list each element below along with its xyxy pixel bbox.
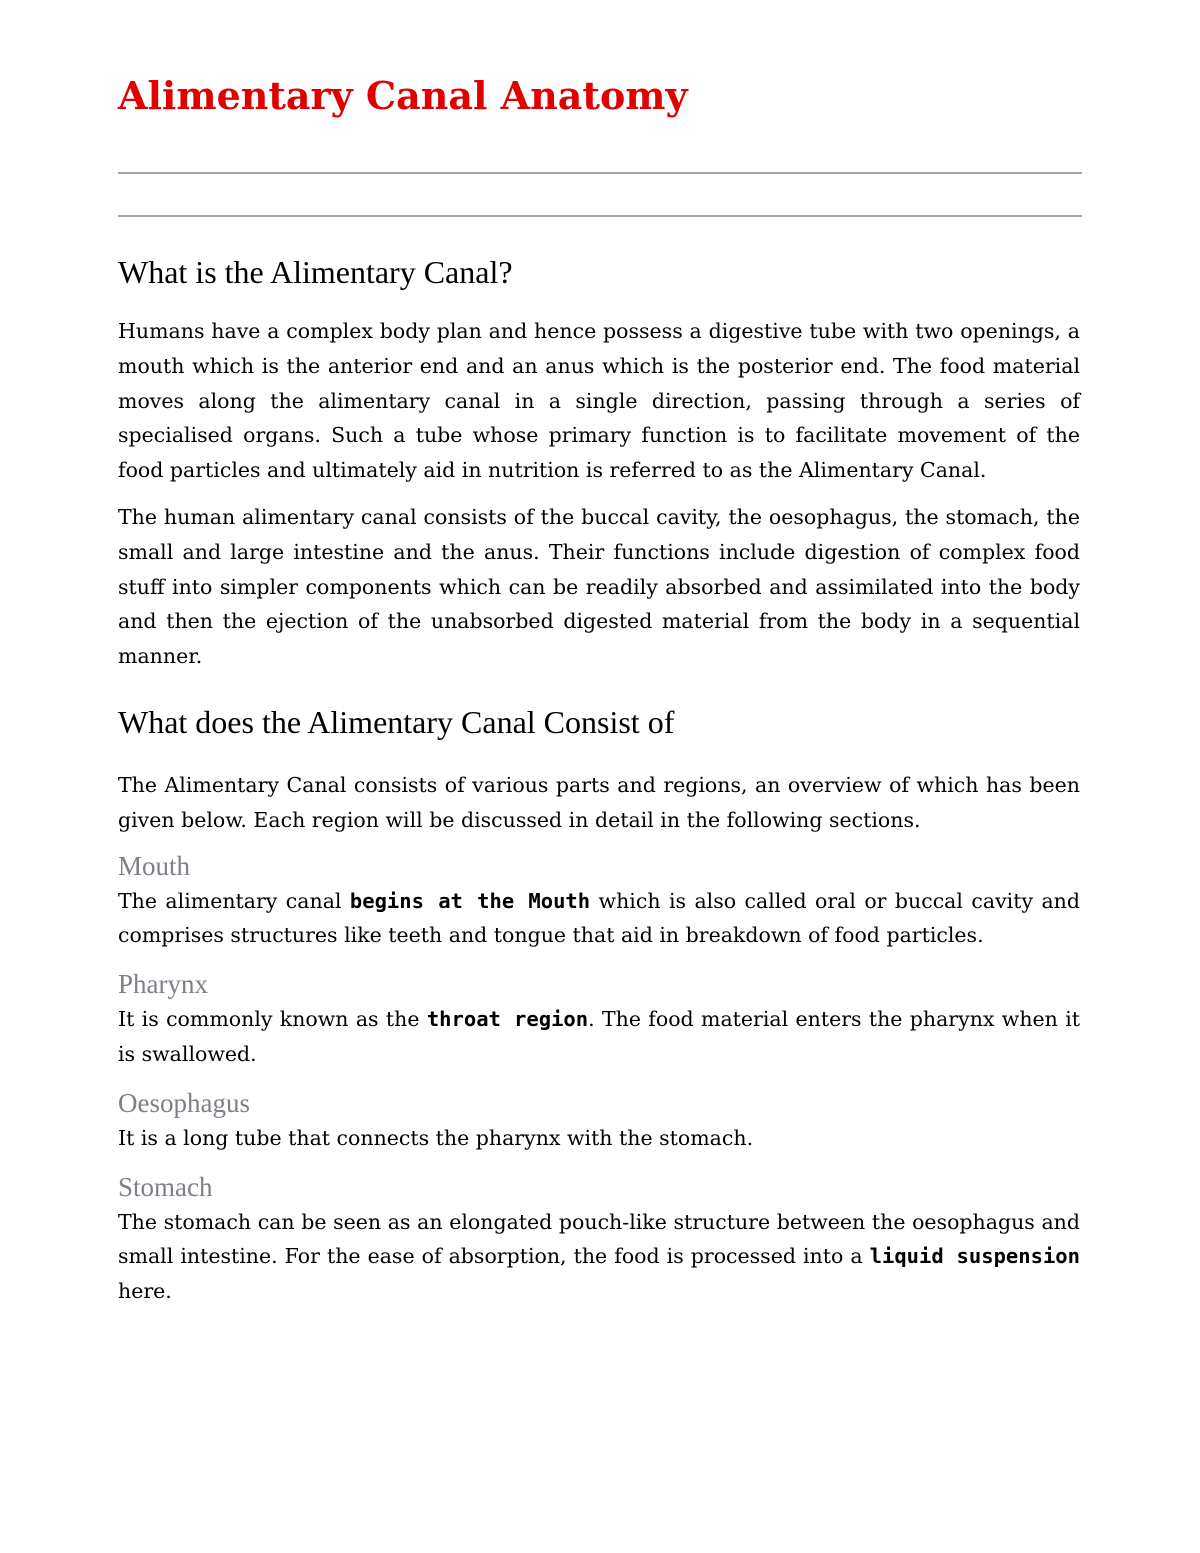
paragraph: The Alimentary Canal consists of various parts and regions, an overview of which has been given below. Each region will be discussed in detail in the following sections. xyxy=(118,772,1080,832)
subheading-pharynx: Pharynx xyxy=(118,969,208,1000)
section-heading: What is the Alimentary Canal? xyxy=(118,254,513,290)
paragraph: Humans have a complex body plan and hence possess a digestive tube with two openings, a mouth which is the anterior end and an anus which is the posterior end. The food material moves along the alimentary canal in a single direction, passing through a series of specialised organs. Such a tube whose primary function is to facilitate movement of the food particles and ultimately aid in nutrition is referred to as the Alimentary Canal. xyxy=(118,319,1080,483)
text-span: The stomach can be seen as an elongated pouch-like structure between the oesophagus and small intestine. For the ease of absorption, the food is processed into a xyxy=(118,1209,1080,1269)
text-span: The alimentary canal xyxy=(118,888,350,913)
bold-text: begins at the Mouth xyxy=(349,888,591,913)
paragraph-oesophagus: It is a long tube that connects the pharynx with the stomach. xyxy=(118,1125,754,1150)
document-body xyxy=(118,252,1080,1322)
section-heading: What does the Alimentary Canal Consist of xyxy=(118,703,675,740)
text-span: It is commonly known as the xyxy=(118,1007,427,1032)
subheading-mouth: Mouth xyxy=(118,850,191,881)
text-span: which is also called oral or buccal cavity and comprises structures like teeth and tongue that aid in breakdown of food particles. xyxy=(118,888,1081,948)
horizontal-rule xyxy=(118,172,1082,174)
text-span: . The food material enters the pharynx when it is swallowed. xyxy=(118,1007,1080,1066)
page-title: Alimentary Canal Anatomy xyxy=(118,73,688,118)
subheading-oesophagus: Oesophagus xyxy=(118,1087,250,1118)
bold-text: throat region xyxy=(426,1007,589,1032)
paragraph-pharynx xyxy=(118,1002,1080,1072)
paragraph: The human alimentary canal consists of the buccal cavity, the oesophagus, the stomach, the small and large intestine and the anus. Their functions include digestion of complex food stuff into simpler components which can be readily absorbed and assimilated into the body and then the ejection of the unabsorbed digested material from the body in a sequential manner. xyxy=(118,504,1080,669)
subheading-stomach: Stomach xyxy=(118,1171,213,1202)
bold-text: liquid suspension xyxy=(869,1244,1080,1269)
paragraph-mouth xyxy=(118,884,1080,954)
text-span: here. xyxy=(118,1279,172,1304)
horizontal-rule xyxy=(118,215,1082,217)
paragraph-stomach xyxy=(118,1205,1080,1309)
